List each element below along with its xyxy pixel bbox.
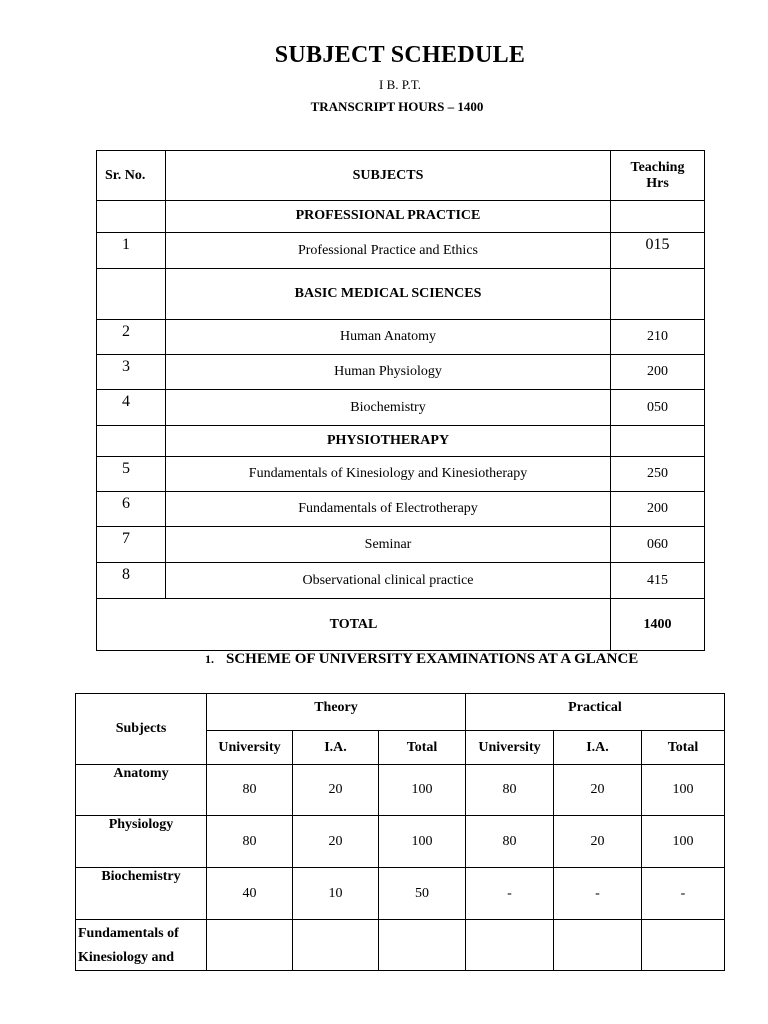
table-row: Biochemistry 40 10 50 - - - xyxy=(76,868,725,920)
header-teaching-hrs: Teaching Hrs xyxy=(611,151,705,201)
col-theory-total: Total xyxy=(379,731,466,765)
table-row: 6 Fundamentals of Electrotherapy 200 xyxy=(97,492,705,527)
table-row: 7 Seminar 060 xyxy=(97,527,705,563)
col-practical-university: University xyxy=(466,731,554,765)
exam-section-heading xyxy=(205,651,638,668)
col-theory-university: University xyxy=(207,731,293,765)
course-code: I B. P.T. xyxy=(378,77,421,92)
table-row: Physiology 80 20 100 80 20 100 xyxy=(76,816,725,868)
header-practical: Practical xyxy=(466,694,725,731)
table-row: 8 Observational clinical practice 415 xyxy=(97,563,705,599)
table-row: 5 Fundamentals of Kinesiology and Kinesiotherapy 250 xyxy=(97,457,705,492)
transcript-hours: TRANSCRIPT HOURS – 1400 xyxy=(310,99,484,114)
header-subjects: SUBJECTS xyxy=(166,151,611,201)
page-title: SUBJECT SCHEDULE xyxy=(274,42,526,68)
table-row: Anatomy 80 20 100 80 20 100 xyxy=(76,765,725,816)
col-theory-ia: I.A. xyxy=(293,731,379,765)
table-header-row xyxy=(97,151,705,201)
table-row: 4 Biochemistry 050 xyxy=(97,390,705,426)
total-value: 1400 xyxy=(611,599,705,651)
section-professional-practice: PROFESSIONAL PRACTICE xyxy=(166,201,611,233)
col-practical-total: Total xyxy=(642,731,725,765)
total-row xyxy=(97,599,705,651)
table-row: Fundamentals of Kinesiology and xyxy=(76,920,725,971)
total-label: TOTAL xyxy=(97,599,611,651)
section-row xyxy=(97,269,705,320)
exam-group-header-row xyxy=(76,694,725,731)
header-theory: Theory xyxy=(207,694,466,731)
section-number: 1. xyxy=(205,652,214,666)
col-practical-ia: I.A. xyxy=(554,731,642,765)
section-basic-medical-sciences: BASIC MEDICAL SCIENCES xyxy=(166,269,611,320)
section-physiotherapy: PHYSIOTHERAPY xyxy=(166,426,611,457)
section-row xyxy=(97,201,705,233)
table-row: 1 Professional Practice and Ethics 015 xyxy=(97,233,705,269)
section-title: SCHEME OF UNIVERSITY EXAMINATIONS AT A GLANCE xyxy=(226,651,639,667)
header-subjects: Subjects xyxy=(76,694,207,765)
subject-schedule-table xyxy=(96,150,705,651)
table-row: 3 Human Physiology 200 xyxy=(97,355,705,390)
exam-scheme-table xyxy=(75,693,725,971)
table-row: 2 Human Anatomy 210 xyxy=(97,320,705,355)
header-sr-no: Sr. No. xyxy=(97,151,166,201)
section-row xyxy=(97,426,705,457)
